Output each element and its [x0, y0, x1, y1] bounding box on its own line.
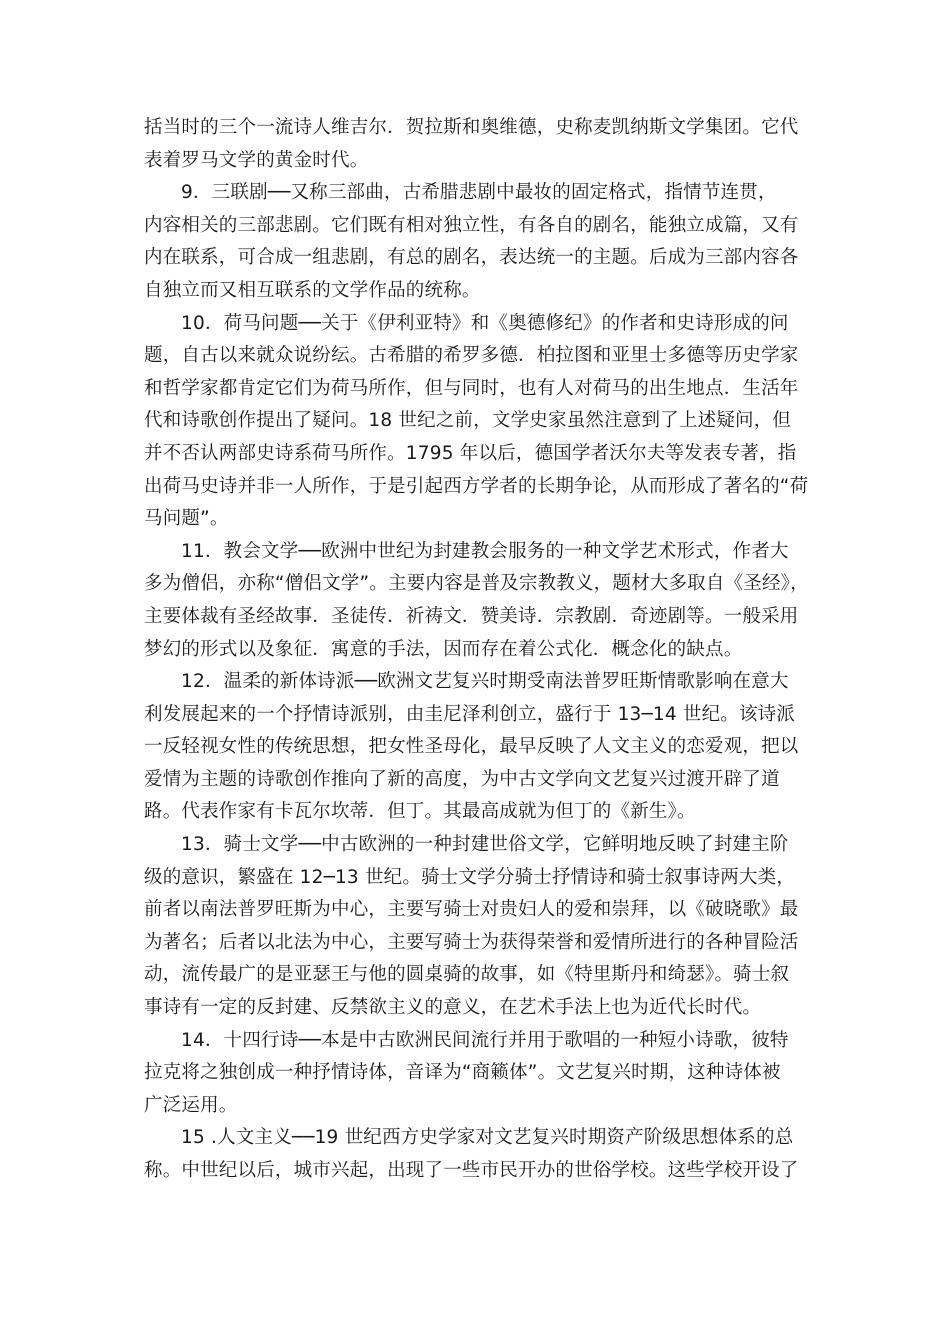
- paragraph-first-line: 9．三联剧──又称三部曲，古希腊悲剧中最妆的固定格式，指情节连贯，: [181, 182, 777, 204]
- text-line: 多为僧侣，亦称“僧侣文学”。主要内容是普及宗教教义，题材大多取自《圣经》，: [144, 573, 809, 595]
- text-line: 主要体裁有圣经故事．圣徒传．祈祷文．赞美诗．宗教剧．奇迹剧等。一般采用: [144, 605, 799, 627]
- text-line: 题，自古以来就众说纷纭。古希腊的希罗多德．柏拉图和亚里士多德等历史学家: [144, 345, 799, 367]
- text-line: 路。代表作家有卡瓦尔坎蒂．但丁。其最高成就为但丁的《新生》。: [144, 801, 696, 823]
- text-line: 爱情为主题的诗歌创作推向了新的高度，为中古文学向文艺复兴过渡开辟了道: [144, 768, 780, 790]
- text-line: 事诗有一定的反封建、反禁欲主义的意义，在艺术手法上也为近代长时代。: [144, 997, 762, 1019]
- document-body: [144, 112, 812, 1188]
- paragraph-first-line: 11．教会文学──欧洲中世纪为封建教会服务的一种文学艺术形式，作者大: [181, 540, 789, 562]
- paragraph-first-line: 15 .人文主义──19 世纪西方史学家对文艺复兴时期资产阶级思想体系的总: [181, 1127, 794, 1149]
- paragraph-first-line: 12．温柔的新体诗派──欧洲文艺复兴时期受南法普罗旺斯情歌影响在意大: [181, 671, 789, 693]
- text-line: 并不否认两部史诗系荷马所作。1795 年以后，德国学者沃尔夫等发表专著，指: [144, 442, 797, 464]
- text-line: 为著名；后者以北法为中心，主要写骑士为获得荣誉和爱情所进行的各种冒险活: [144, 931, 799, 953]
- text-line: 和哲学家都肯定它们为荷马所作，但与同时，也有人对荷马的出生地点．生活年: [144, 377, 799, 399]
- text-line: 出荷马史诗并非一人所作，于是引起西方学者的长期争论，从而形成了著名的“荷: [144, 475, 809, 497]
- text-line: 内在联系，可合成一组悲剧，有总的剧名，表达统一的主题。后成为三部内容各: [144, 247, 799, 269]
- text-line: 动，流传最广的是亚瑟王与他的圆桌骑的故事，如《特里斯丹和绮瑟》。骑士叙: [144, 964, 790, 986]
- text-line: 级的意识，繁盛在 12─13 世纪。骑士文学分骑士抒情诗和骑士叙事诗两大类，: [144, 866, 796, 888]
- text-line: 马问题”。: [144, 508, 229, 530]
- text-line: 内容相关的三部悲剧。它们既有相对独立性，有各自的剧名，能独立成篇，又有: [144, 214, 799, 236]
- text-line: 表着罗马文学的黄金时代。: [144, 149, 369, 171]
- text-line: 括当时的三个一流诗人维吉尔．贺拉斯和奥维德，史称麦凯纳斯文学集团。它代: [144, 117, 799, 138]
- text-line: 广泛运用。: [144, 1094, 238, 1116]
- text-line: 自独立而又相互联系的文学作品的统称。: [144, 279, 481, 301]
- text-line: 拉克将之独创成一种抒情诗体，音译为“商籁体”。文艺复兴时期，这种诗体被: [144, 1062, 781, 1084]
- text-line: 梦幻的形式以及象征．寓意的手法，因而存在着公式化．概念化的缺点。: [144, 638, 743, 660]
- text-line: 称。中世纪以后，城市兴起，出现了一些市民开办的世俗学校。这些学校开设了: [144, 1160, 799, 1181]
- paragraph-first-line: 10．荷马问题──关于《伊利亚特》和《奥德修纪》的作者和史诗形成的问: [181, 312, 789, 334]
- paragraph-first-line: 13．骑士文学──中古欧洲的一种封建世俗文学，它鲜明地反映了封建主阶: [181, 834, 789, 856]
- paragraph-first-line: 14．十四行诗──本是中古欧洲民间流行并用于歌唱的一种短小诗歌，彼特: [181, 1029, 789, 1051]
- text-line: 利发展起来的一个抒情诗派别，由圭尼泽利创立，盛行于 13─14 世纪。该诗派: [144, 703, 796, 725]
- text-line: 一反轻视女性的传统思想，把女性圣母化，最早反映了人文主义的恋爱观，把以: [144, 736, 799, 758]
- text-line: 代和诗歌创作提出了疑问。18 世纪之前，文学史家虽然注意到了上述疑问，但: [144, 410, 792, 432]
- text-line: 前者以南法普罗旺斯为中心，主要写骑士对贵妇人的爱和崇拜，以《破晓歌》最: [144, 899, 799, 921]
